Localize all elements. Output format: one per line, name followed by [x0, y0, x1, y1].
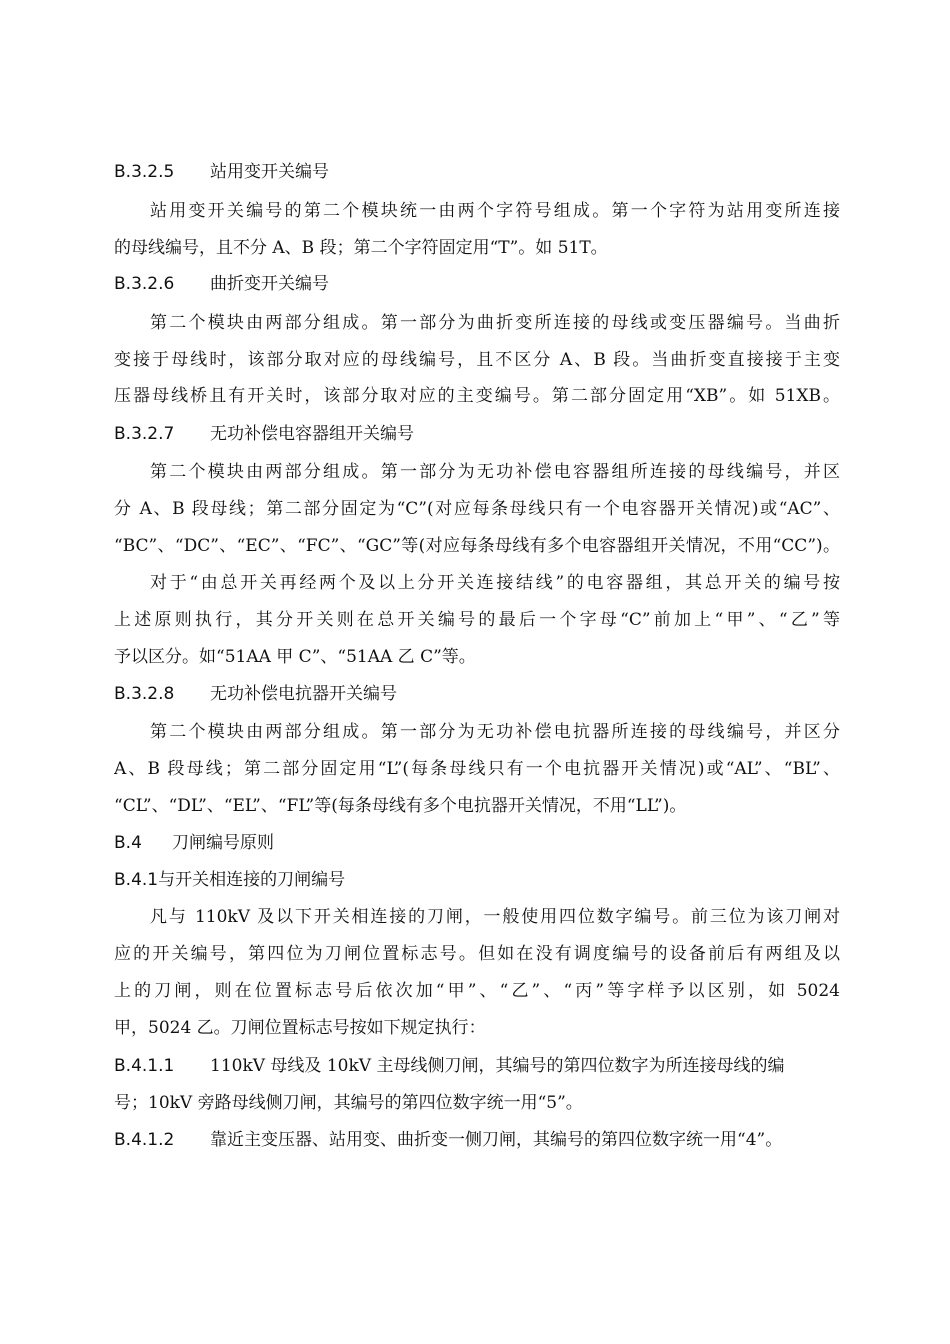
section-heading [114, 424, 840, 444]
section-number: B.3.2.5 [114, 162, 175, 182]
paragraph-line: 第二个模块由两部分组成。第一部分为无功补偿电抗器所连接的母线编号，并区分 [150, 722, 840, 742]
section-heading [114, 1056, 840, 1076]
paragraph-line: 上的刀闸，则在位置标志号后依次加“甲”、“乙”、“丙”等字样予以区别，如 5024 [114, 981, 840, 1001]
paragraph-line: 应的开关编号，第四位为刀闸位置标志号。但如在没有调度编号的设备前后有两组及以 [114, 944, 840, 964]
section-heading [114, 1130, 840, 1150]
section-number: B.4.1.1 [114, 1056, 175, 1076]
paragraph-line: 上述原则执行，其分开关则在总开关编号的最后一个字母“C”前加上“甲”、“乙”等 [114, 610, 840, 630]
section-title: 110kV 母线及 10kV 主母线侧刀闸，其编号的第四位数字为所连接母线的编 [210, 1056, 785, 1076]
paragraph-line: “BC”、“DC”、“EC”、“FC”、“GC”等(对应每条母线有多个电容器组开关情况，不用“CC”)。 [114, 536, 840, 556]
section-number: B.4.1 [114, 870, 159, 890]
paragraph-line: “CL”、“DL”、“EL”、“FL”等(每条母线有多个电抗器开关情况，不用“LL”)。 [114, 796, 687, 816]
section-title: 靠近主变压器、站用变、曲折变一侧刀闸，其编号的第四位数字统一用“4”。 [210, 1130, 783, 1150]
paragraph-line: A、B 段母线；第二部分固定用“L”(每条母线只有一个电抗器开关情况)或“AL”、“BL”、 [114, 759, 840, 779]
section-title: 无功补偿电容器组开关编号 [210, 424, 414, 444]
paragraph-line: 第二个模块由两部分组成。第一部分为无功补偿电容器组所连接的母线编号，并区 [150, 462, 840, 482]
paragraph-line: 站用变开关编号的第二个模块统一由两个字符号组成。第一个字符为站用变所连接 [150, 201, 840, 221]
paragraph-line: 压器母线桥且有开关时，该部分取对应的主变编号。第二部分固定用“XB”。如 51XB。 [114, 386, 840, 406]
paragraph-line: 甲，5024 乙。刀闸位置标志号按如下规定执行： [114, 1018, 486, 1038]
section-number: B.4 [114, 833, 142, 853]
section-number: B.3.2.8 [114, 684, 175, 704]
section-title: 无功补偿电抗器开关编号 [210, 684, 397, 704]
section-title: 站用变开关编号 [210, 162, 329, 182]
section-number: B.3.2.6 [114, 274, 175, 294]
paragraph-line: 予以区分。如“51AA 甲 C”、“51AA 乙 C”等。 [114, 647, 476, 667]
section-number: B.4.1.2 [114, 1130, 175, 1150]
paragraph-line: 的母线编号，且不分 A、B 段；第二个字符固定用“T”。如 51T。 [114, 238, 608, 258]
paragraph-line: 变接于母线时，该部分取对应的母线编号，且不区分 A、B 段。当曲折变直接接于主变 [114, 350, 840, 370]
section-title: 与开关相连接的刀闸编号 [158, 870, 346, 890]
section-title: 曲折变开关编号 [210, 274, 329, 294]
section-heading [114, 870, 840, 890]
section-title: 刀闸编号原则 [172, 833, 274, 853]
section-heading [114, 162, 840, 182]
section-heading [114, 833, 840, 853]
section-heading [114, 274, 840, 294]
paragraph-line: 分 A、B 段母线；第二部分固定为“C”(对应每条母线只有一个电容器开关情况)或“AC”、 [114, 499, 840, 519]
section-heading [114, 684, 840, 704]
paragraph-line: 第二个模块由两部分组成。第一部分为曲折变所连接的母线或变压器编号。当曲折 [150, 313, 840, 333]
paragraph-line: 号；10kV 旁路母线侧刀闸，其编号的第四位数字统一用“5”。 [114, 1093, 583, 1113]
section-number: B.3.2.7 [114, 424, 175, 444]
paragraph-line: 对于“由总开关再经两个及以上分开关连接结线”的电容器组，其总开关的编号按 [150, 573, 840, 593]
paragraph-line: 凡与 110kV 及以下开关相连接的刀闸，一般使用四位数字编号。前三位为该刀闸对 [150, 907, 840, 927]
